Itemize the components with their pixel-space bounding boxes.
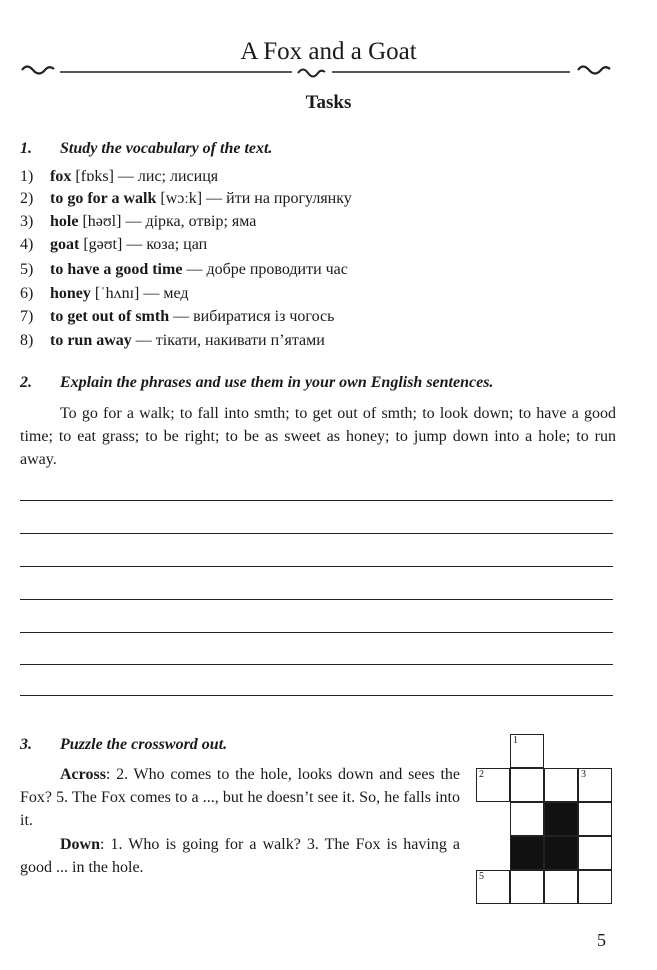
crossword-blocked-cell — [544, 802, 578, 836]
task-number: 1. — [20, 140, 32, 157]
answer-line[interactable] — [20, 599, 613, 600]
crossword-cell[interactable] — [510, 870, 544, 904]
task-3-heading — [20, 736, 227, 754]
story-title: A Fox and a Goat — [240, 38, 417, 65]
tasks-heading: Tasks — [305, 92, 352, 113]
answer-line[interactable] — [20, 566, 613, 567]
crossword-cell[interactable] — [510, 802, 544, 836]
crossword-cell[interactable] — [578, 870, 612, 904]
vocab-item: 6) honey [ˈhʌnɪ] — мед — [20, 285, 189, 302]
crossword-cell[interactable]: 1 — [510, 734, 544, 768]
task-instruction: Puzzle the crossword out. — [60, 736, 228, 753]
vocab-item: 3) hole [həʊl] — дірка, отвір; яма — [20, 213, 257, 230]
task-number: 3. — [20, 736, 32, 753]
crossword-blocked-cell — [544, 836, 578, 870]
answer-line[interactable] — [20, 695, 613, 696]
task-2-heading — [20, 374, 493, 392]
task-number: 2. — [20, 374, 32, 391]
crossword-cell[interactable] — [578, 836, 612, 870]
task-instruction: Study the vocabulary of the text. — [60, 140, 273, 157]
page-number: 5 — [597, 930, 606, 950]
crossword-across-clues: Across: 2. Who comes to the hole, looks down and sees the Fox? 5. The Fox comes to a ..., but he doesn’t see it. So, he falls into it. — [20, 766, 460, 829]
answer-line[interactable] — [20, 664, 613, 665]
answer-line[interactable] — [20, 500, 613, 501]
answer-line[interactable] — [20, 533, 613, 534]
task-instruction: Explain the phrases and use them in your own English sentences. — [60, 374, 494, 391]
crossword-cell[interactable] — [578, 802, 612, 836]
answer-line[interactable] — [20, 632, 613, 633]
crossword-cell[interactable]: 5 — [476, 870, 510, 904]
decorative-header-rule — [0, 54, 657, 84]
crossword-down-clues: Down: 1. Who is going for a walk? 3. The Fox is having a good ... in the hole. — [20, 836, 460, 876]
crossword-cell[interactable] — [544, 870, 578, 904]
vocab-item: 2) to go for a walk [wɔːk] — йти на прогулянку — [20, 190, 352, 207]
vocab-item: 1) fox [fɒks] — лис; лисиця — [20, 168, 219, 185]
crossword-cell[interactable] — [544, 768, 578, 802]
vocab-item: 8) to run away — тікати, накивати п’ятами — [20, 332, 325, 349]
task-1-heading — [20, 140, 272, 158]
vocab-item: 5) to have a good time — добре проводити час — [20, 261, 348, 278]
crossword-cell[interactable]: 2 — [476, 768, 510, 802]
crossword-cell[interactable] — [510, 768, 544, 802]
task-2-phrases: To go for a walk; to fall into smth; to get out of smth; to look down; to have a good time; to eat grass; to be right; to be as sweet as honey; to jump down into a hole; to run away. — [20, 405, 616, 468]
vocab-item: 7) to get out of smth — вибиратися із чогось — [20, 308, 335, 325]
crossword-blocked-cell — [510, 836, 544, 870]
vocab-item: 4) goat [gəʊt] — коза; цап — [20, 236, 208, 253]
crossword-cell[interactable]: 3 — [578, 768, 612, 802]
